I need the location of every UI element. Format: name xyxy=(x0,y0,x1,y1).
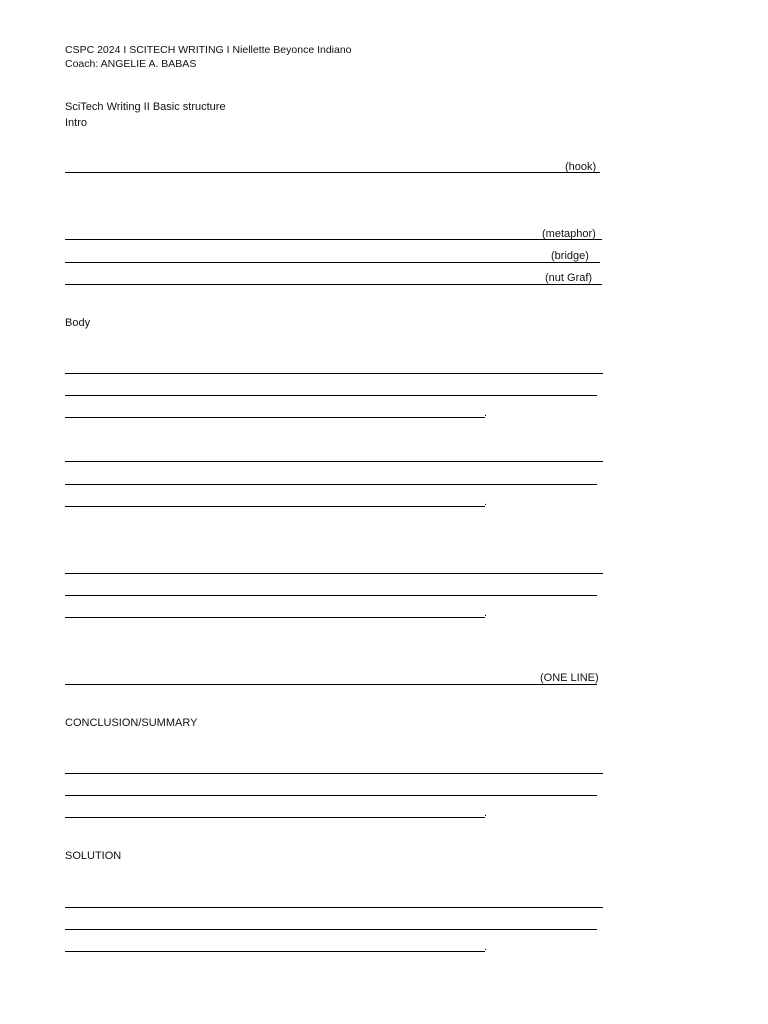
body-p1-line-1 xyxy=(65,373,603,374)
body-p2-line-1 xyxy=(65,461,603,462)
solution-end-mark: . xyxy=(484,941,488,953)
solution-line-1 xyxy=(65,907,603,908)
body-p3-line-1 xyxy=(65,573,603,574)
nut-graf-tag: (nut Graf) xyxy=(545,272,593,284)
bridge-line xyxy=(65,262,600,263)
header-course-line: CSPC 2024 I SCITECH WRITING I Niellette Beyonce Indiano xyxy=(65,44,352,56)
one-line-rule xyxy=(65,684,597,685)
hook-tag: (hook) xyxy=(565,161,597,173)
body-p3-line-2 xyxy=(65,595,597,596)
nut-graf-line xyxy=(65,284,602,285)
solution-label: SOLUTION xyxy=(65,850,122,862)
body-p1-line-2 xyxy=(65,395,597,396)
conclusion-line-3 xyxy=(65,817,485,818)
intro-label: Intro xyxy=(65,117,88,129)
body-p2-line-2 xyxy=(65,484,597,485)
hook-line xyxy=(65,172,600,173)
conclusion-line-2 xyxy=(65,795,597,796)
structure-title: SciTech Writing II Basic structure xyxy=(65,101,226,113)
body-p3-line-3 xyxy=(65,617,485,618)
bridge-tag: (bridge) xyxy=(551,250,589,262)
body-p1-line-3 xyxy=(65,417,485,418)
body-label: Body xyxy=(65,317,91,329)
conclusion-label: CONCLUSION/SUMMARY xyxy=(65,717,198,729)
body-p2-end-mark: . xyxy=(484,496,488,508)
conclusion-end-mark: . xyxy=(484,807,488,819)
metaphor-tag: (metaphor) xyxy=(542,228,596,240)
body-p3-end-mark: . xyxy=(484,607,488,619)
body-p2-line-3 xyxy=(65,506,485,507)
one-line-tag: (ONE LINE) xyxy=(540,672,599,684)
body-p1-end-mark: . xyxy=(484,407,488,419)
metaphor-line xyxy=(65,239,602,240)
header-coach-line: Coach: ANGELIE A. BABAS xyxy=(65,58,197,70)
solution-line-3 xyxy=(65,951,485,952)
conclusion-line-1 xyxy=(65,773,603,774)
solution-line-2 xyxy=(65,929,597,930)
